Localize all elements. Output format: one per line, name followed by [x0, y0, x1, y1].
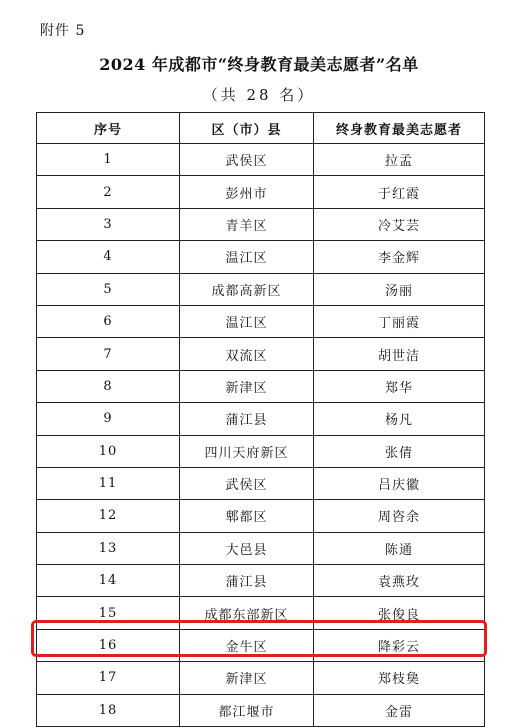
- cell-name: 杨凡: [314, 403, 485, 435]
- cell-district: 四川天府新区: [180, 435, 314, 467]
- cell-serial: 16: [37, 629, 180, 661]
- header-volunteer-name: 终身教育最美志愿者: [314, 113, 485, 144]
- cell-district: 新津区: [180, 662, 314, 694]
- cell-serial: 8: [37, 370, 180, 402]
- cell-district: 蒲江县: [180, 403, 314, 435]
- cell-serial: 9: [37, 403, 180, 435]
- table-row: [37, 338, 485, 370]
- cell-name: 郑枝㚟: [314, 662, 485, 694]
- cell-serial: 18: [37, 694, 180, 726]
- table-row: [37, 144, 485, 176]
- cell-district: 温江区: [180, 305, 314, 337]
- cell-serial: 15: [37, 597, 180, 629]
- table-row: [37, 435, 485, 467]
- cell-name: 冷艾芸: [314, 208, 485, 240]
- cell-name: 张倩: [314, 435, 485, 467]
- cell-serial: 17: [37, 662, 180, 694]
- cell-district: 都江堰市: [180, 694, 314, 726]
- table-header-row: [37, 113, 485, 144]
- cell-serial: 2: [37, 176, 180, 208]
- cell-district: 金牛区: [180, 629, 314, 661]
- table-row: [37, 273, 485, 305]
- cell-district: 成都东部新区: [180, 597, 314, 629]
- cell-serial: 13: [37, 532, 180, 564]
- cell-name: 金雷: [314, 694, 485, 726]
- table-row: [37, 467, 485, 499]
- header-serial-number: 序号: [37, 113, 180, 144]
- table-row: [37, 403, 485, 435]
- document-subtitle: （共 28 名）: [202, 86, 316, 104]
- cell-serial: 14: [37, 565, 180, 597]
- table-row: [37, 208, 485, 240]
- cell-district: 新津区: [180, 370, 314, 402]
- cell-name: 于红霞: [314, 176, 485, 208]
- table-row: [37, 532, 485, 564]
- attachment-label: 附件 5: [40, 23, 86, 39]
- cell-serial: 4: [37, 241, 180, 273]
- cell-serial: 12: [37, 500, 180, 532]
- table-row: [37, 597, 485, 629]
- cell-name: 周咨余: [314, 500, 485, 532]
- cell-serial: 11: [37, 467, 180, 499]
- cell-district: 彭州市: [180, 176, 314, 208]
- cell-name: 汤丽: [314, 273, 485, 305]
- cell-name: 降彩云: [314, 629, 485, 661]
- table-row-highlighted: [37, 629, 485, 661]
- cell-name: 陈通: [314, 532, 485, 564]
- document-title: 2024 年成都市“终身教育最美志愿者”名单: [99, 55, 419, 74]
- cell-district: 武侯区: [180, 144, 314, 176]
- cell-district: 大邑县: [180, 532, 314, 564]
- table-row: [37, 565, 485, 597]
- cell-serial: 3: [37, 208, 180, 240]
- cell-serial: 7: [37, 338, 180, 370]
- header-district: 区（市）县: [180, 113, 314, 144]
- cell-name: 胡世洁: [314, 338, 485, 370]
- table-row: [37, 500, 485, 532]
- table-row: [37, 176, 485, 208]
- cell-district: 成都高新区: [180, 273, 314, 305]
- cell-name: 李金辉: [314, 241, 485, 273]
- table-row: [37, 662, 485, 694]
- cell-serial: 10: [37, 435, 180, 467]
- cell-serial: 6: [37, 305, 180, 337]
- table-row: [37, 241, 485, 273]
- cell-serial: 1: [37, 144, 180, 176]
- cell-serial: 5: [37, 273, 180, 305]
- cell-name: 袁燕玫: [314, 565, 485, 597]
- cell-district: 温江区: [180, 241, 314, 273]
- cell-district: 蒲江县: [180, 565, 314, 597]
- cell-district: 武侯区: [180, 467, 314, 499]
- cell-name: 吕庆徽: [314, 467, 485, 499]
- cell-district: 郫都区: [180, 500, 314, 532]
- cell-name: 丁丽霞: [314, 305, 485, 337]
- cell-district: 青羊区: [180, 208, 314, 240]
- cell-name: 拉孟: [314, 144, 485, 176]
- cell-name: 张俊良: [314, 597, 485, 629]
- cell-district: 双流区: [180, 338, 314, 370]
- cell-name: 郑华: [314, 370, 485, 402]
- volunteer-table: [36, 112, 485, 727]
- table-row: [37, 305, 485, 337]
- table-row: [37, 370, 485, 402]
